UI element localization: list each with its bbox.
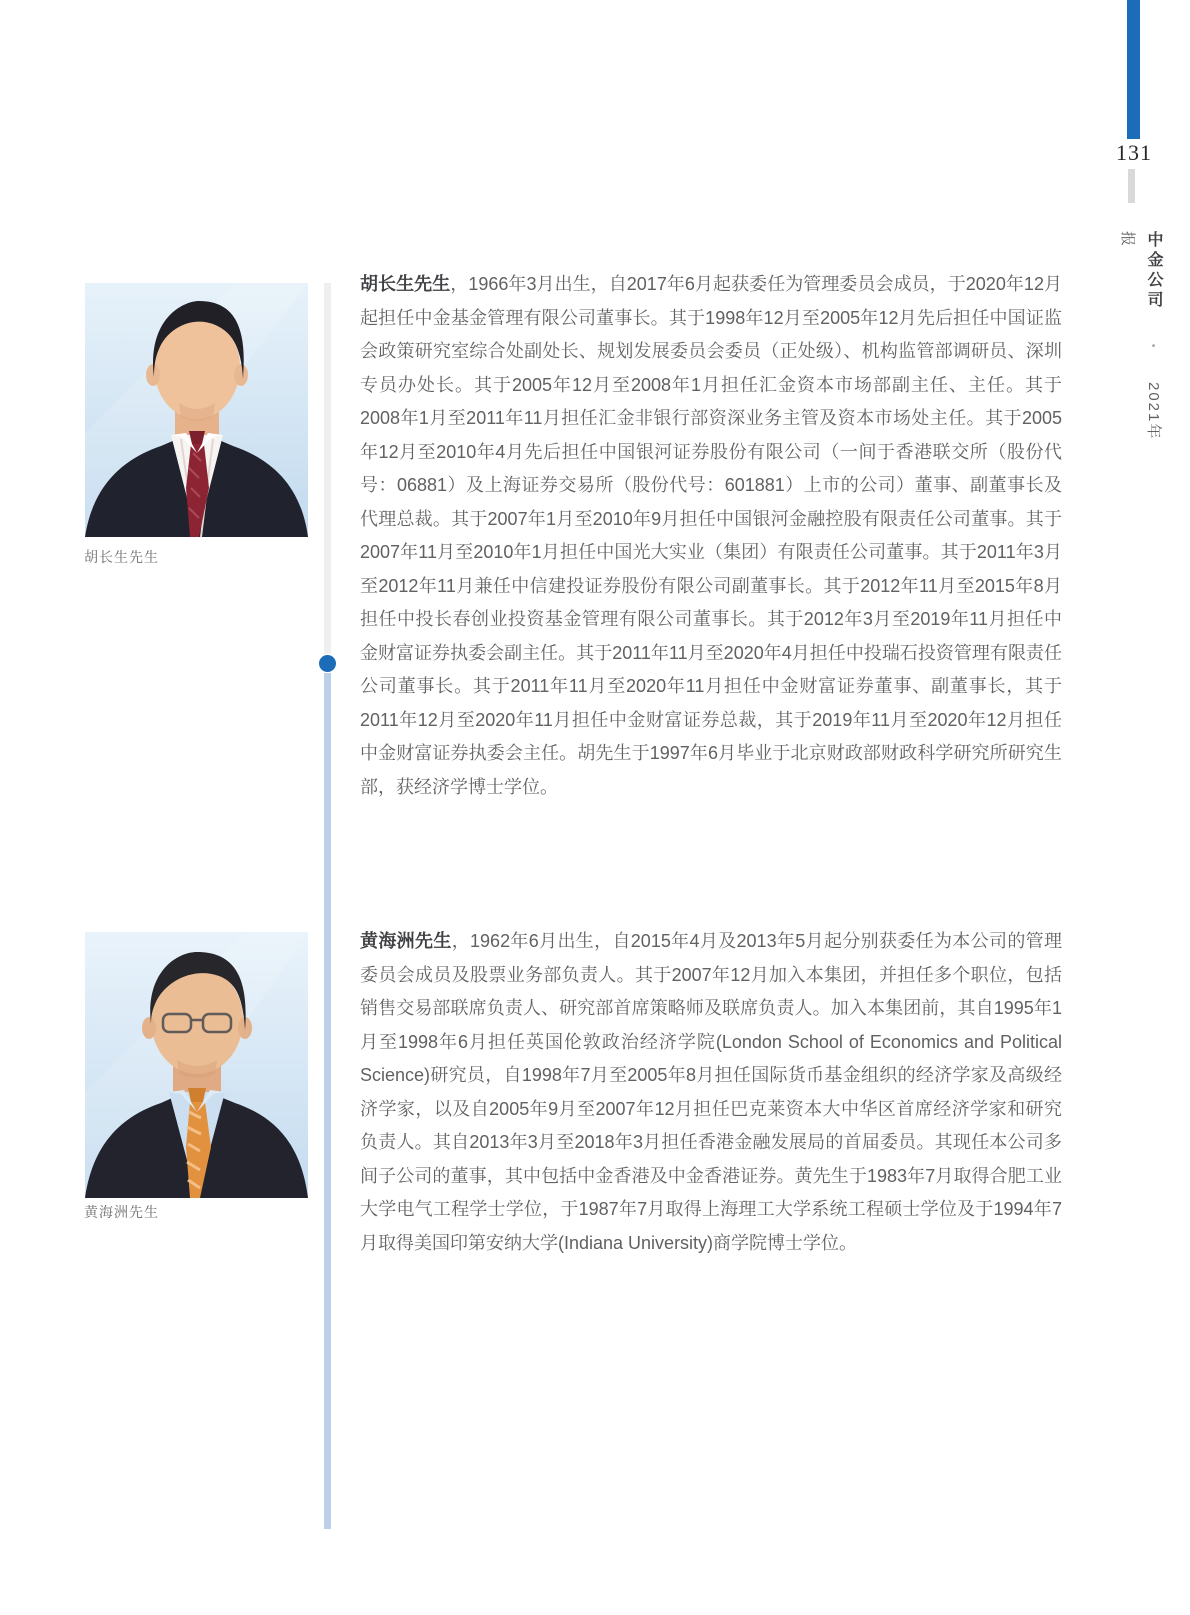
timeline-divider-blue xyxy=(324,673,331,1529)
sidebar-report-year: 2021年报 xyxy=(1119,231,1162,441)
timeline-dot xyxy=(319,655,336,672)
person-name: 黄海洲先生 xyxy=(360,931,452,951)
biography-text: ，1966年3月出生，自2017年6月起获委任为管理委员会成员，于2020年12月起担任中金基金管理有限公司董事长。其于1998年12月至2005年12月先后担任中国证监会政策研究室综合处副处长、规划发展委员会委员（正处级）、机构监管部调研员、深圳专员办处长。其于2005年12月至2008年1月担任汇金资本市场部副主任、主任。其于2008年1月至2011年11月担任汇金非银行部资深业务主管及资本市场处主任。其于2005年12月至2010年4月先后担任中国银河证券股份有限公司（一间于香港联交所（股份代号：06881）及上海证券交易所（股份代号：601881）上市的公司）董事、副董事长及代理总裁。其于2007年1月至2010年9月担任中国银河金融控股有限责任公司董事。其于2007年11月至2010年1月担任中国光大实业（集团）有限责任公司董事。其于2011年3月至2012年11月兼任中信建投证券股份有限公司副董事长。其于2012年11月至2015年8月担任中投长春创业投资基金管理有限公司董事长。其于2012年3月至2019年11月担任中金财富证券执委会副主任。其于2011年11月至2020年4月担任中投瑞石投资管理有限责任公司董事长。其于2011年11月至2020年11月担任中金财富证券董事、副董事长，其于2011年12月至2020年11月担任中金财富证券总裁，其于2019年11月至2020年12月担任中金财富证券执委会主任。胡先生于1997年6月毕业于北京财政部财政科学研究所研究生部，获经济学博士学位。 xyxy=(360,274,1063,797)
accent-bar xyxy=(1127,0,1140,139)
photo-caption: 黄海洲先生 xyxy=(84,1204,159,1220)
biography-huang-haizhou xyxy=(360,925,1062,1260)
portrait-illustration xyxy=(85,283,308,537)
sidebar-vertical-text xyxy=(1114,231,1166,451)
portrait-photo-hu-changsheng xyxy=(85,283,308,537)
biography-hu-changsheng xyxy=(360,268,1062,804)
sidebar-company-name: 中金公司 xyxy=(1145,231,1162,311)
page-number: 131 xyxy=(1116,140,1152,165)
timeline-divider-gray xyxy=(324,283,331,654)
portrait-illustration xyxy=(85,932,308,1198)
page-number-tick xyxy=(1128,169,1135,203)
biography-text: ，1962年6月出生，自2015年4月及2013年5月起分别获委任为本公司的管理委员会成员及股票业务部负责人。其于2007年12月加入本集团，并担任多个职位，包括销售交易部联席负责人、研究部首席策略师及联席负责人。加入本集团前，其自1995年1月至1998年6月担任英国伦敦政治经济学院(London School of Economics and Political Science)研究员，自1998年7月至2005年8月担任国际货币基金组织的经济学家及高级经济学家，以及自2005年9月至2007年12月担任巴克莱资本大中华区首席经济学家和研究负责人。其自2013年3月至2018年3月担任香港金融发展局的首届委员。其现任本公司多间子公司的董事，其中包括中金香港及中金香港证券。黄先生于1983年7月取得合肥工业大学电气工程学士学位，于1987年7月取得上海理工大学系统工程硕士学位及于1994年7月取得美国印第安纳大学(Indiana University)商学院博士学位。 xyxy=(360,931,1063,1253)
sidebar-separator-dot: • xyxy=(1148,341,1159,352)
person-name: 胡长生先生 xyxy=(360,274,451,294)
portrait-photo-huang-haizhou xyxy=(85,932,308,1198)
photo-caption: 胡长生先生 xyxy=(84,549,159,565)
